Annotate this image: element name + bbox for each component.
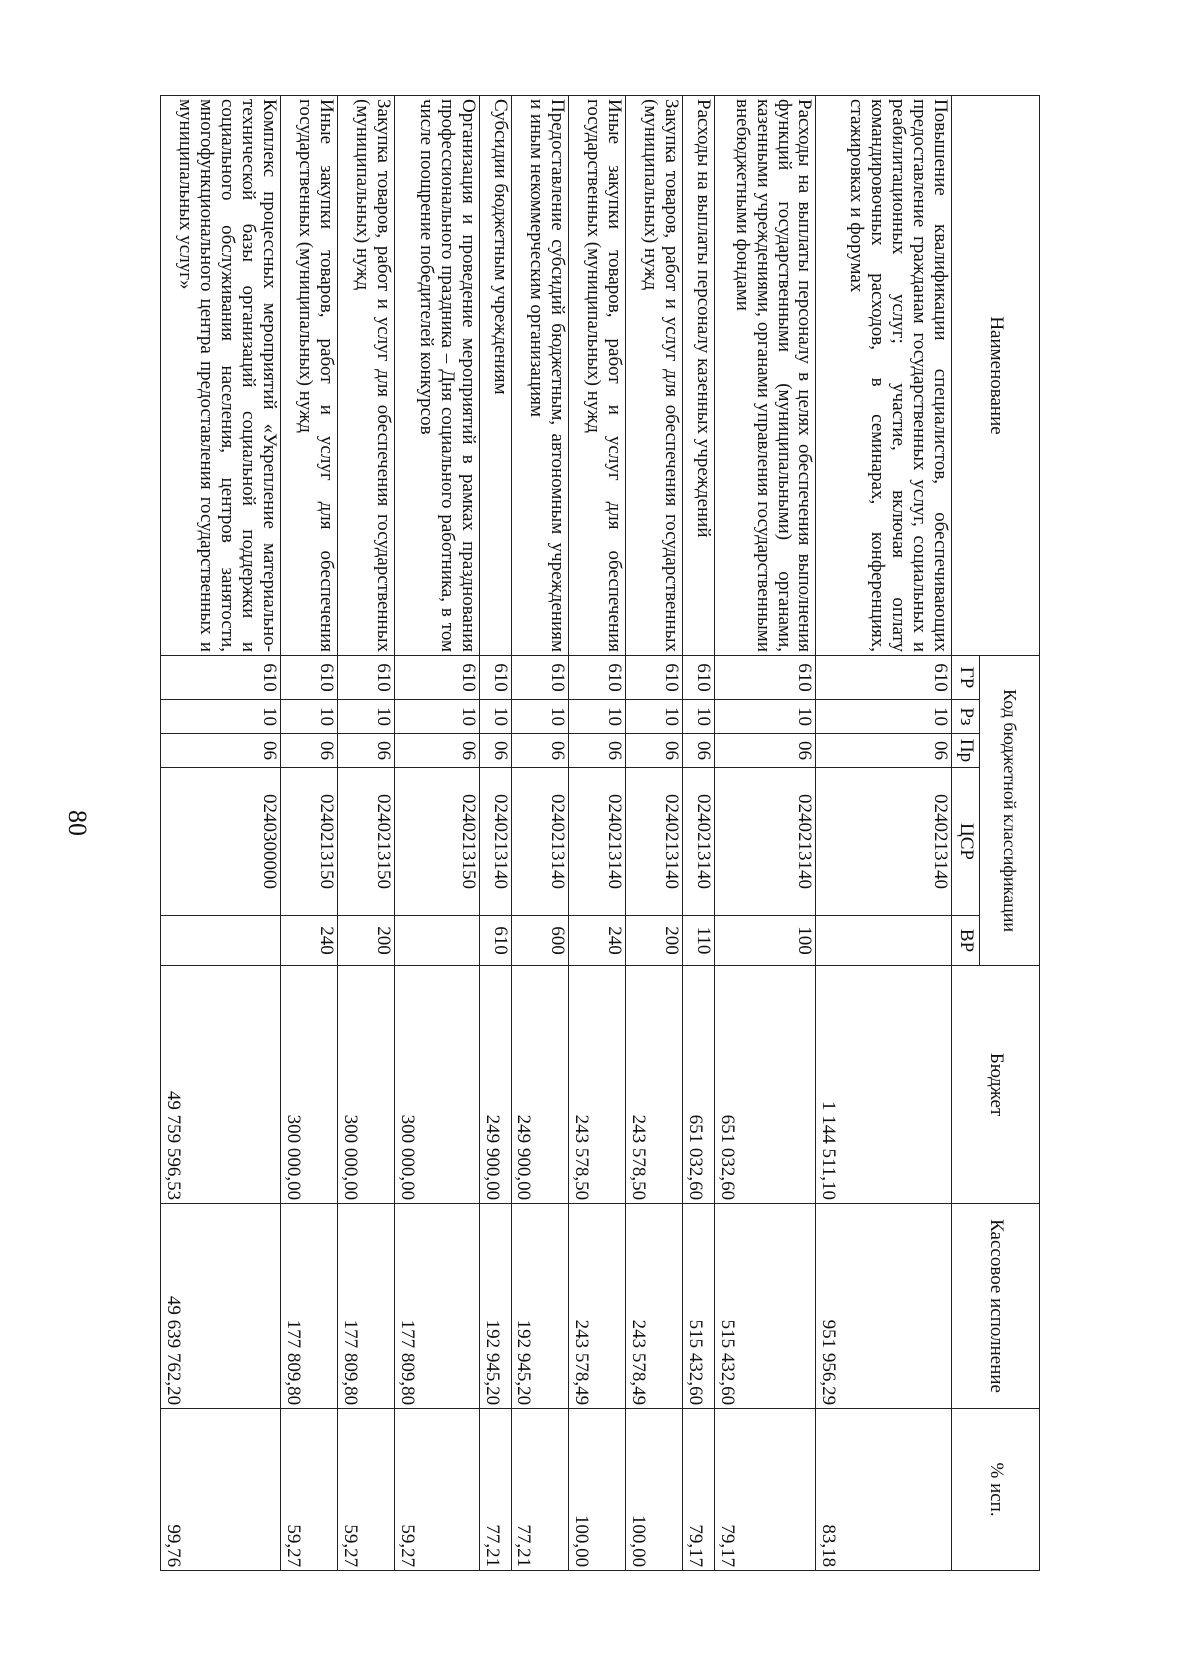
row-budget: 300 000,00 xyxy=(280,966,337,1204)
row-vr: 240 xyxy=(280,916,337,966)
row-gr: 610 xyxy=(683,656,715,700)
row-percent: 100,00 xyxy=(625,1409,682,1571)
row-budget: 300 000,00 xyxy=(337,966,394,1204)
table-row xyxy=(395,96,480,1571)
row-vr xyxy=(161,916,281,966)
row-csr: 0240213150 xyxy=(337,768,394,916)
row-name: Закупка товаров, работ и услуг для обеспечения государственных (муниципальных) нужд xyxy=(337,96,394,656)
row-gr: 610 xyxy=(568,656,625,700)
row-percent: 79,17 xyxy=(714,1409,816,1571)
row-pr: 06 xyxy=(395,734,480,768)
row-pr: 06 xyxy=(568,734,625,768)
row-cash: 515 432,60 xyxy=(714,1204,816,1409)
row-rz: 10 xyxy=(683,700,715,734)
header-rz: Рз xyxy=(952,700,980,734)
row-cash: 243 578,49 xyxy=(625,1204,682,1409)
row-csr: 0240213150 xyxy=(395,768,480,916)
row-rz: 10 xyxy=(337,700,394,734)
row-percent: 59,27 xyxy=(280,1409,337,1571)
header-csr: ЦСР xyxy=(952,768,980,916)
header-code-group: Код бюджетной классификации xyxy=(980,656,1040,966)
row-pr: 06 xyxy=(280,734,337,768)
row-rz: 10 xyxy=(816,700,952,734)
row-csr: 0240213140 xyxy=(714,768,816,916)
row-vr: 100 xyxy=(714,916,816,966)
row-percent: 79,17 xyxy=(683,1409,715,1571)
row-cash: 49 639 762,20 xyxy=(161,1204,281,1409)
row-percent: 77,21 xyxy=(511,1409,568,1571)
row-cash: 177 809,80 xyxy=(280,1204,337,1409)
row-name: Предоставление субсидий бюджетным, автономным учреждениям и иным некоммерческим организациям xyxy=(511,96,568,656)
row-percent: 99,76 xyxy=(161,1409,281,1571)
row-vr xyxy=(816,916,952,966)
row-gr: 610 xyxy=(714,656,816,700)
row-budget: 49 759 596,53 xyxy=(161,966,281,1204)
row-gr: 610 xyxy=(161,656,281,700)
row-pr: 06 xyxy=(511,734,568,768)
row-percent: 77,21 xyxy=(479,1409,511,1571)
row-vr: 200 xyxy=(625,916,682,966)
row-pr: 06 xyxy=(683,734,715,768)
row-name: Организация и проведение мероприятий в рамках празднования профессионального праздника – Дня социального работника, в том числе поощрение победителей конкурсов xyxy=(395,96,480,656)
row-pr: 06 xyxy=(625,734,682,768)
table-row xyxy=(625,96,682,1571)
table-row xyxy=(816,96,952,1571)
row-percent: 59,27 xyxy=(395,1409,480,1571)
row-rz: 10 xyxy=(395,700,480,734)
table-row xyxy=(568,96,625,1571)
table-row xyxy=(683,96,715,1571)
row-rz: 10 xyxy=(568,700,625,734)
row-csr: 0240213140 xyxy=(479,768,511,916)
row-pr: 06 xyxy=(337,734,394,768)
row-cash: 192 945,20 xyxy=(511,1204,568,1409)
row-rz: 10 xyxy=(479,700,511,734)
row-rz: 10 xyxy=(280,700,337,734)
row-name: Иные закупки товаров, работ и услуг для обеспечения государственных (муниципальных) нужд xyxy=(280,96,337,656)
table-row xyxy=(511,96,568,1571)
table-row xyxy=(161,96,281,1571)
row-name: Субсидии бюджетным учреждениям xyxy=(479,96,511,656)
row-cash: 243 578,49 xyxy=(568,1204,625,1409)
row-csr: 0240213140 xyxy=(511,768,568,916)
row-budget: 651 032,60 xyxy=(683,966,715,1204)
row-csr: 0240213150 xyxy=(280,768,337,916)
row-cash: 177 809,80 xyxy=(337,1204,394,1409)
row-csr: 0240213140 xyxy=(683,768,715,916)
row-csr: 0240213140 xyxy=(625,768,682,916)
table-row xyxy=(714,96,816,1571)
table-row xyxy=(280,96,337,1571)
table-row xyxy=(479,96,511,1571)
row-budget: 243 578,50 xyxy=(568,966,625,1204)
row-cash: 192 945,20 xyxy=(479,1204,511,1409)
row-cash: 515 432,60 xyxy=(683,1204,715,1409)
row-rz: 10 xyxy=(714,700,816,734)
row-gr: 610 xyxy=(479,656,511,700)
row-name: Иные закупки товаров, работ и услуг для обеспечения государственных (муниципальных) нужд xyxy=(568,96,625,656)
row-vr: 600 xyxy=(511,916,568,966)
row-name: Закупка товаров, работ и услуг для обеспечения государственных (муниципальных) нужд xyxy=(625,96,682,656)
row-gr: 610 xyxy=(280,656,337,700)
table-row xyxy=(337,96,394,1571)
row-gr: 610 xyxy=(816,656,952,700)
header-name: Наименование xyxy=(952,96,1040,656)
row-percent: 100,00 xyxy=(568,1409,625,1571)
row-budget: 249 900,00 xyxy=(511,966,568,1204)
table-header xyxy=(952,96,1040,1571)
row-percent: 59,27 xyxy=(337,1409,394,1571)
header-percent: % исп. xyxy=(952,1409,1040,1571)
row-rz: 10 xyxy=(625,700,682,734)
row-budget: 651 032,60 xyxy=(714,966,816,1204)
row-percent: 83,18 xyxy=(816,1409,952,1571)
row-csr: 0240300000 xyxy=(161,768,281,916)
row-name: Расходы на выплаты персоналу в целях обеспечения выполнения функций государственными (муниципальными) органами, казенными учреждениями, органами управления государственными внебюджетными фондами xyxy=(714,96,816,656)
row-rz: 10 xyxy=(161,700,281,734)
row-rz: 10 xyxy=(511,700,568,734)
row-pr: 06 xyxy=(714,734,816,768)
row-gr: 610 xyxy=(395,656,480,700)
row-vr: 610 xyxy=(479,916,511,966)
header-vr: ВР xyxy=(952,916,980,966)
row-pr: 06 xyxy=(479,734,511,768)
row-pr: 06 xyxy=(161,734,281,768)
row-budget: 1 144 511,10 xyxy=(816,966,952,1204)
header-cash: Кассовое исполнение xyxy=(952,1204,1040,1409)
row-cash: 177 809,80 xyxy=(395,1204,480,1409)
header-budget: Бюджет xyxy=(952,966,1040,1204)
row-gr: 610 xyxy=(511,656,568,700)
row-vr: 110 xyxy=(683,916,715,966)
table-body xyxy=(161,96,952,1571)
header-gr: ГР xyxy=(952,656,980,700)
row-budget: 243 578,50 xyxy=(625,966,682,1204)
row-name: Расходы на выплаты персоналу казенных учреждений xyxy=(683,96,715,656)
row-csr: 0240213140 xyxy=(568,768,625,916)
row-gr: 610 xyxy=(625,656,682,700)
page-number: 80 xyxy=(63,810,92,836)
row-csr: 0240213140 xyxy=(816,768,952,916)
rotated-table-wrapper xyxy=(160,95,1040,1570)
row-vr: 200 xyxy=(337,916,394,966)
row-pr: 06 xyxy=(816,734,952,768)
row-budget: 249 900,00 xyxy=(479,966,511,1204)
row-vr: 240 xyxy=(568,916,625,966)
row-name: Комплекс процессных мероприятий «Укрепление материально-технической базы организаций социальной поддержки и социального обслуживания населения, центров занятости, многофункционального центра предоставления государственных и муниципальных услуг» xyxy=(161,96,281,656)
budget-table xyxy=(160,95,1040,1571)
row-name: Повышение квалификации специалистов, обеспечивающих предоставление гражданам государственных услуг, социальных и реабилитационных услуг; участие, включая оплату командировочных расходов, в семинарах, конференциях, стажировках и форумах xyxy=(816,96,952,656)
header-pr: Пр xyxy=(952,734,980,768)
row-vr xyxy=(395,916,480,966)
row-budget: 300 000,00 xyxy=(395,966,480,1204)
row-cash: 951 956,29 xyxy=(816,1204,952,1409)
row-gr: 610 xyxy=(337,656,394,700)
